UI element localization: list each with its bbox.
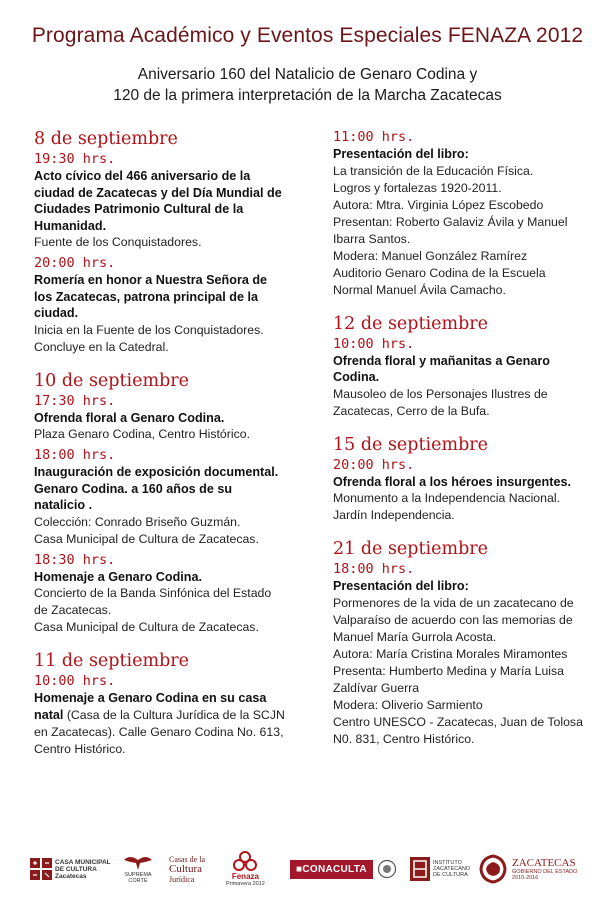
event	[34, 672, 324, 758]
event-mixed-line	[34, 707, 324, 724]
day-spacer	[333, 420, 615, 434]
event-title-line: Ofrenda floral a los héroes insurgentes.	[333, 474, 571, 489]
zacatecas-line-2: GOBIERNO DEL ESTADO	[512, 868, 578, 875]
conaculta-label: CONACULTA	[302, 863, 367, 875]
fenaza-line-2: Primavera 2012	[226, 881, 265, 887]
event-time: 17:30 hrs.	[34, 392, 116, 409]
event	[333, 335, 615, 420]
fenaza-flower-icon	[232, 851, 258, 873]
suprema-corte-logo	[122, 850, 154, 888]
casa-municipal-icon	[30, 858, 52, 880]
event-detail-line: Valparaíso de acuerdo con las memorias de	[333, 612, 573, 627]
suprema-corte-line-1: SUPREMA	[124, 872, 152, 878]
event-title-line: Ofrenda floral a Genaro Codina.	[34, 410, 225, 425]
instituto-line-2: ZACATECANO	[433, 866, 471, 872]
event-time: 18:00 hrs.	[333, 561, 415, 577]
casas-cultura-line-1: Casas de la	[169, 854, 205, 864]
day-spacer	[34, 636, 324, 650]
casa-municipal-line-2: DE CULTURA	[55, 865, 97, 873]
day-spacer	[333, 524, 615, 538]
page-subtitle	[0, 64, 615, 106]
event-time: 18:00 hrs.	[34, 447, 116, 463]
event-detail-line: Modera: Oliverio Sarmiento	[333, 697, 483, 712]
event-title-line: Codina.	[333, 370, 380, 384]
subtitle-line-1: Aniversario 160 del Natalicio de Genaro Codina y	[137, 66, 478, 83]
day-heading: 10 de septiembre	[34, 370, 189, 391]
seal-icon	[377, 859, 397, 879]
event-detail-line: Monumento a la Independencia Nacional.	[333, 491, 560, 505]
event-title-line: Humanidad.	[34, 218, 107, 233]
day-section	[333, 538, 615, 748]
event-title-line: Acto cívico del 466 aniversario de la	[34, 169, 251, 183]
event-time: 18:30 hrs.	[34, 551, 116, 568]
event-detail-line: de Zacatecas.	[34, 603, 112, 617]
event-detail-line: Inicia en la Fuente de los Conquistadores.	[34, 322, 264, 337]
day-heading: 11 de septiembre	[34, 651, 189, 671]
day-spacer	[34, 356, 324, 370]
left-column	[34, 128, 324, 758]
event-detail-line: N0. 831, Centro Histórico.	[333, 731, 475, 746]
conaculta-bullet-icon: ■	[296, 863, 303, 875]
event-mixed-line	[34, 690, 324, 707]
event-time: 11:00 hrs.	[333, 129, 415, 145]
event-time: 20:00 hrs.	[333, 456, 415, 473]
eagle-icon	[122, 854, 154, 872]
event-detail-line: Zaldívar Guerra	[333, 680, 420, 695]
casa-municipal-line-1: CASA MUNICIPAL	[55, 858, 111, 866]
event	[34, 254, 324, 356]
event-title-fragment: natal	[34, 708, 64, 722]
day-section	[333, 128, 615, 299]
instituto-icon	[410, 857, 430, 881]
casa-municipal-line-3: Zacatecas	[55, 872, 87, 880]
event-detail-line: Modera: Manuel González Ramírez	[333, 248, 528, 263]
event-time: 20:00 hrs.	[34, 255, 116, 271]
event-detail-line: Autora: María Cristina Morales Miramontes	[333, 646, 568, 661]
fenaza-logo	[226, 850, 265, 888]
event-detail-line: Zacatecas, Cerro de la Bufa.	[333, 403, 490, 418]
instituto-cultura-logo	[410, 850, 470, 888]
event-title-line: natalicio .	[34, 498, 93, 512]
event-time: 10:00 hrs.	[34, 673, 116, 689]
event-title-line: Presentación del libro:	[333, 579, 469, 593]
event-detail-fragment: Centro Histórico.	[34, 742, 126, 756]
event-detail-line: Concluye en la Catedral.	[34, 339, 169, 354]
event-title-line: Romería en honor a Nuestra Señora de	[34, 273, 268, 287]
event-time: 10:00 hrs.	[333, 335, 415, 352]
event	[333, 128, 615, 299]
day-section	[333, 313, 615, 420]
event	[34, 551, 324, 637]
event-detail-line: Ibarra Santos.	[333, 231, 411, 246]
event-time: 19:30 hrs.	[34, 151, 116, 167]
event-mixed-line	[34, 741, 324, 758]
event-title-line: ciudad de Zacatecas y del Día Mundial de	[34, 185, 282, 200]
event-detail-line: Normal Manuel Ávila Camacho.	[333, 282, 506, 297]
event	[34, 392, 324, 444]
event	[34, 150, 324, 251]
event-title-line: Inauguración de exposición documental.	[34, 465, 279, 479]
instituto-line-1: INSTITUTO	[433, 860, 462, 866]
event-title-line: ciudad.	[34, 306, 79, 320]
zacatecas-line-3: 2010-2016	[512, 874, 539, 881]
event	[333, 560, 615, 748]
event-title-line: Ciudades Patrimonio Cultural de la	[34, 202, 244, 216]
day-spacer	[333, 299, 615, 313]
subtitle-line-2: 120 de la primera interpretación de la Marcha Zacatecas	[113, 87, 502, 104]
casas-cultura-line-2: Cultura	[169, 862, 202, 875]
event	[34, 446, 324, 548]
event	[333, 456, 615, 525]
event-detail-line: Colección: Conrado Briseño Guzmán.	[34, 514, 241, 529]
instituto-line-3: DE CULTURA	[433, 872, 468, 878]
event-detail-line: Autora: Mtra. Virginia López Escobedo	[333, 197, 544, 212]
event-detail-line: Logros y fortalezas 1920-2011.	[333, 180, 502, 195]
event-detail-line: Casa Municipal de Cultura de Zacatecas.	[34, 531, 259, 546]
right-column	[333, 128, 615, 748]
zacatecas-gobierno-logo	[478, 850, 577, 888]
event-title-line: Genaro Codina. a 160 años de su	[34, 481, 233, 496]
day-section	[34, 650, 324, 758]
suprema-corte-line-2: CORTE	[128, 878, 148, 884]
zacatecas-line-1: ZACATECAS	[512, 856, 576, 869]
event-detail-line: Fuente de los Conquistadores.	[34, 235, 202, 249]
event-title-line: los Zacatecas, patrona principal de la	[34, 289, 258, 304]
fenaza-line-1: Fenaza	[231, 872, 259, 881]
event-detail-line: Pormenores de la vida de un zacatecano de	[333, 595, 574, 610]
event-detail-fragment: en Zacatecas). Calle Genaro Codina No. 613,	[34, 725, 284, 739]
casa-municipal-logo	[30, 850, 111, 888]
event-detail-line: Manuel María Gurrola Acosta.	[333, 629, 497, 644]
event-detail-line: Concierto de la Banda Sinfónica del Estado	[34, 586, 272, 600]
sponsor-logos	[0, 850, 615, 892]
day-section	[34, 370, 324, 637]
event-detail-line: Mausoleo de los Personajes Ilustres de	[333, 386, 548, 401]
event-title-line: Homenaje a Genaro Codina.	[34, 569, 202, 584]
event-title-fragment: Homenaje a Genaro Codina en su casa	[34, 691, 267, 705]
day-section	[34, 128, 324, 356]
casas-cultura-line-3: Jurídica	[169, 874, 195, 884]
day-heading: 15 de septiembre	[333, 434, 488, 455]
page-title: Programa Académico y Eventos Especiales FENAZA 2012	[31, 24, 584, 47]
event-mixed-line	[34, 724, 324, 741]
conaculta-logo	[290, 850, 397, 888]
day-section	[333, 434, 615, 525]
day-heading: 21 de septiembre	[333, 539, 488, 559]
event-detail-fragment: (Casa de la Cultura Jurídica de la SCJN	[63, 708, 285, 722]
casas-cultura-logo	[166, 850, 205, 888]
event-title-line: Presentación del libro:	[333, 147, 469, 161]
event-detail-line: Presentan: Roberto Galaviz Ávila y Manuel	[333, 214, 568, 229]
event-detail-line: Centro UNESCO - Zacatecas, Juan de Tolosa	[333, 714, 583, 729]
event-detail-line: La transición de la Educación Física.	[333, 163, 534, 178]
day-heading: 8 de septiembre	[34, 129, 178, 149]
event-detail-line: Casa Municipal de Cultura de Zacatecas.	[34, 620, 259, 634]
event-detail-line: Auditorio Genaro Codina de la Escuela	[333, 265, 546, 280]
event-detail-line: Presenta: Humberto Medina y María Luisa	[333, 663, 565, 678]
event-detail-line: Jardín Independencia.	[333, 508, 455, 522]
conaculta-wordmark	[290, 860, 373, 879]
zacatecas-swirl-icon	[478, 854, 508, 884]
day-heading: 12 de septiembre	[333, 313, 488, 334]
event-detail-line: Plaza Genaro Codina, Centro Histórico.	[34, 427, 250, 441]
event-title-line: Ofrenda floral y mañanitas a Genaro	[333, 353, 550, 368]
